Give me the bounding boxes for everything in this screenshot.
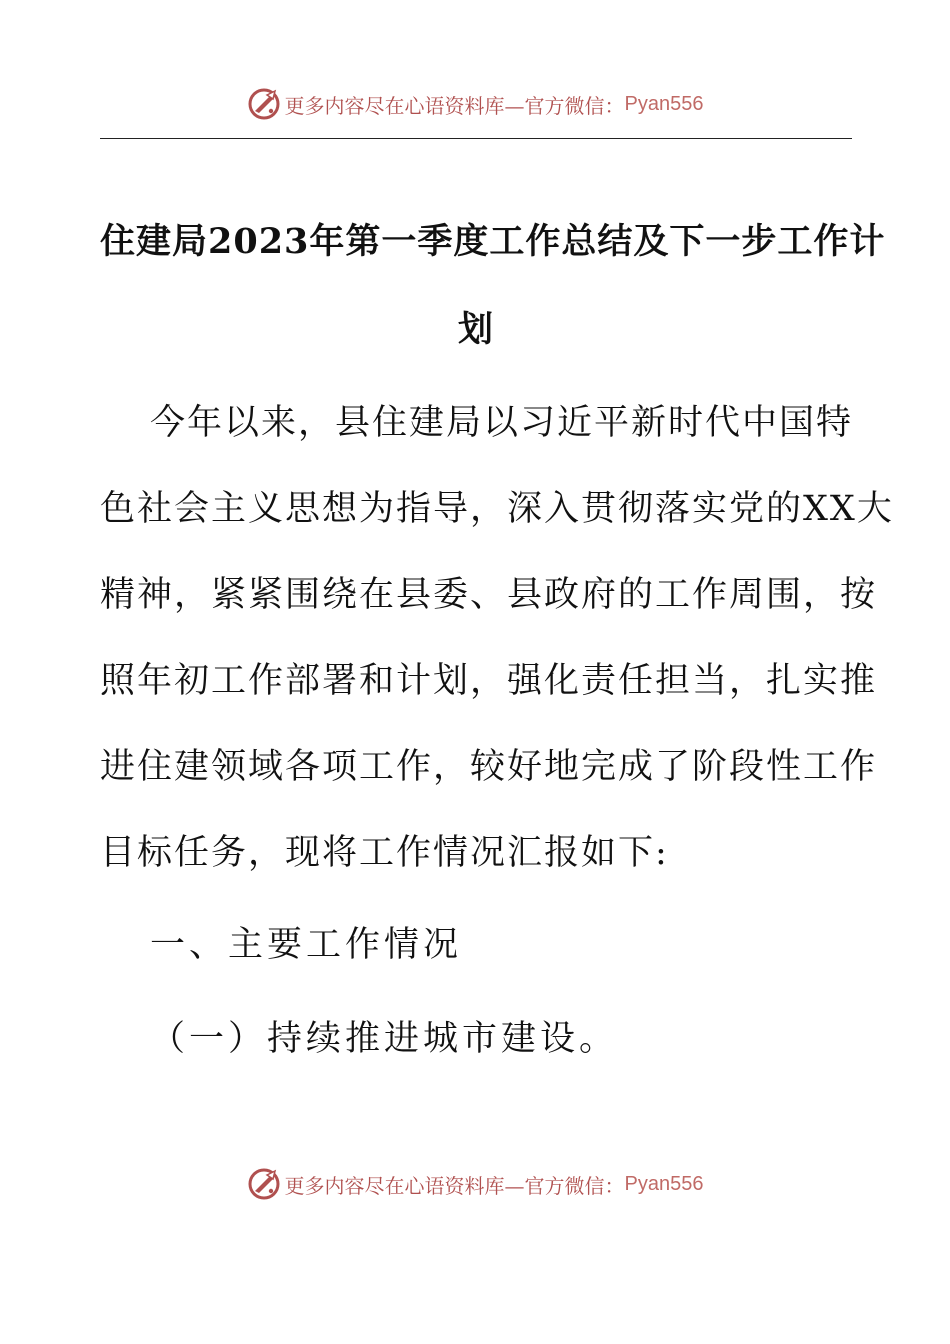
header-divider [100, 138, 852, 139]
paragraph-line: 精神，紧紧围绕在县委、县政府的工作周围，按 [100, 575, 878, 615]
banner-text: 更多内容尽在心语资料库—官方微信： [284, 1173, 625, 1198]
header-banner [0, 82, 950, 126]
paragraph-line: 目标任务，现将工作情况汇报如下: [100, 833, 669, 873]
paragraph-line: 今年以来，县住建局以习近平新时代中国特 [150, 403, 854, 443]
banner-wechat-id: Pyan556 [624, 1172, 704, 1195]
banner-text: 更多内容尽在心语资料库—官方微信： [284, 93, 625, 118]
pen-logo-icon [247, 87, 281, 121]
intro-paragraph [100, 380, 894, 896]
subsection-heading: （一）持续推进城市建设。 [150, 1019, 619, 1059]
title-line-2: 划 [457, 309, 494, 350]
banner-wechat-id: Pyan556 [624, 92, 704, 115]
title-line-1: 住建局2023年第一季度工作总结及下一步工作计 [100, 221, 886, 262]
paragraph-line: 照年初工作部署和计划，强化责任担当，扎实推 [100, 661, 878, 701]
section-heading: 一、主要工作情况 [150, 925, 463, 965]
paragraph-line: 色社会主义思想为指导，深入贯彻落实党的XX大 [100, 489, 894, 529]
footer-banner [0, 1162, 950, 1206]
document-title [100, 198, 886, 374]
paragraph-line: 进住建领域各项工作，较好地完成了阶段性工作 [100, 747, 878, 787]
pen-logo-icon [247, 1167, 281, 1201]
